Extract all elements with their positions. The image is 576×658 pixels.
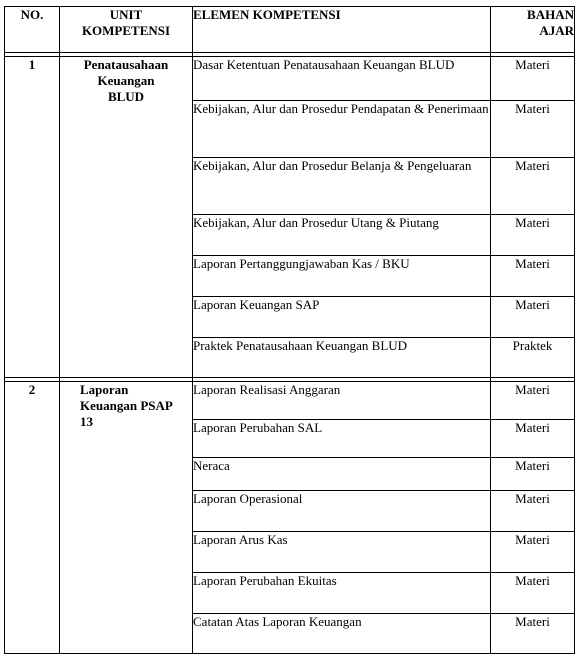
elemen-cell: Kebijakan, Alur dan Prosedur Pendapatan & Penerimaan <box>193 101 491 158</box>
elemen-cell: Laporan Arus Kas <box>193 532 491 573</box>
bahan-cell: Materi <box>491 101 575 158</box>
header-unit-line2: KOMPETENSI <box>81 23 171 38</box>
table-row <box>5 57 575 101</box>
bahan-cell: Materi <box>491 158 575 215</box>
elemen-cell: Laporan Operasional <box>193 491 491 532</box>
header-bahan-line1: BAHAN <box>527 7 574 22</box>
header-unit-line1: UNIT <box>109 7 143 22</box>
unit-line: Keuangan <box>97 73 155 88</box>
group-number: 2 <box>5 382 60 654</box>
unit-line: Laporan <box>80 382 129 397</box>
group-unit-kompetensi <box>60 382 193 654</box>
group-number: 1 <box>5 57 60 378</box>
bahan-cell: Materi <box>491 491 575 532</box>
elemen-cell: Laporan Realisasi Anggaran <box>193 382 491 420</box>
elemen-cell: Laporan Perubahan Ekuitas <box>193 573 491 614</box>
table-row <box>5 382 575 420</box>
unit-line: 13 <box>80 414 93 429</box>
bahan-cell: Materi <box>491 532 575 573</box>
bahan-cell: Praktek <box>491 338 575 378</box>
bahan-cell: Materi <box>491 458 575 491</box>
unit-line: Keuangan PSAP <box>80 398 173 413</box>
elemen-cell: Catatan Atas Laporan Keuangan <box>193 614 491 654</box>
unit-line: Penatausahaan <box>83 57 169 72</box>
elemen-cell: Kebijakan, Alur dan Prosedur Belanja & Pengeluaran <box>193 158 491 215</box>
bahan-cell: Materi <box>491 256 575 297</box>
header-no: NO. <box>5 7 60 53</box>
bahan-cell: Materi <box>491 382 575 420</box>
bahan-cell: Materi <box>491 573 575 614</box>
header-unit-kompetensi <box>60 7 193 53</box>
elemen-cell: Neraca <box>193 458 491 491</box>
header-bahan-ajar <box>491 7 575 53</box>
bahan-cell: Materi <box>491 614 575 654</box>
bahan-cell: Materi <box>491 215 575 256</box>
elemen-cell: Kebijakan, Alur dan Prosedur Utang & Piutang <box>193 215 491 256</box>
bahan-cell: Materi <box>491 297 575 338</box>
elemen-cell: Laporan Perubahan SAL <box>193 420 491 458</box>
elemen-cell: Laporan Pertanggungjawaban Kas / BKU <box>193 256 491 297</box>
elemen-cell: Dasar Ketentuan Penatausahaan Keuangan BLUD <box>193 57 491 101</box>
unit-line: BLUD <box>107 89 145 104</box>
elemen-cell: Laporan Keuangan SAP <box>193 297 491 338</box>
competency-table <box>4 6 575 654</box>
header-bahan-line2: AJAR <box>539 23 574 38</box>
bahan-cell: Materi <box>491 420 575 458</box>
header-row <box>5 7 575 53</box>
bahan-cell: Materi <box>491 57 575 101</box>
group-unit-kompetensi <box>60 57 193 378</box>
elemen-cell: Praktek Penatausahaan Keuangan BLUD <box>193 338 491 378</box>
header-elemen-kompetensi: ELEMEN KOMPETENSI <box>193 7 491 53</box>
